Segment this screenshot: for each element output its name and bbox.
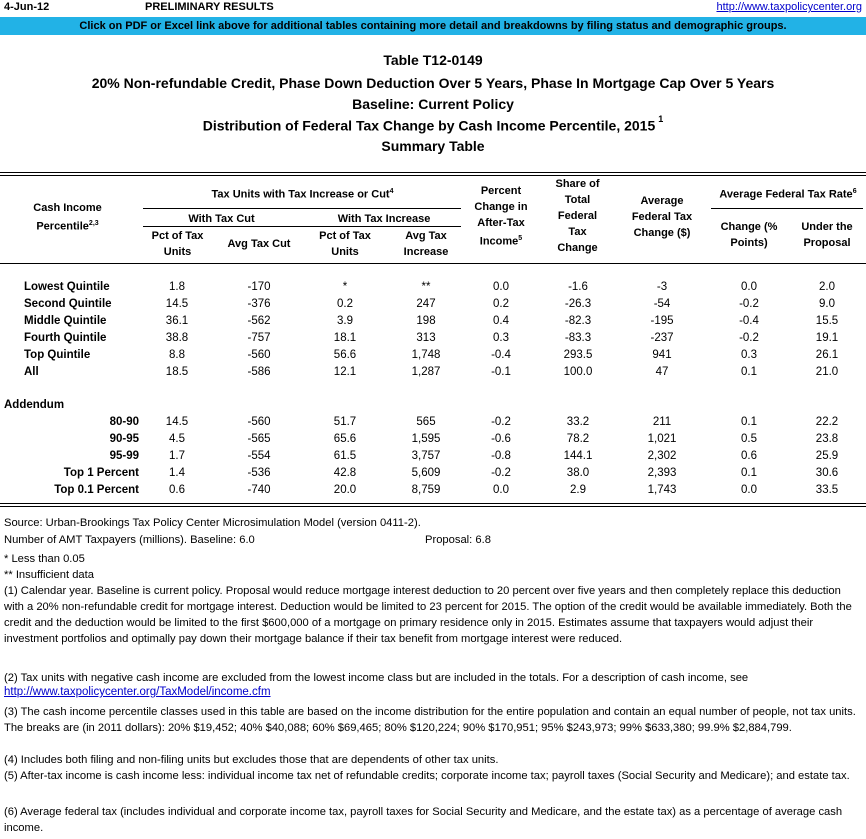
table-cell: 2.9 bbox=[570, 484, 586, 496]
table-cell: -0.4 bbox=[491, 349, 511, 361]
table-cell: 3.9 bbox=[337, 315, 353, 327]
row-label: Middle Quintile bbox=[24, 315, 107, 327]
table-cell: 47 bbox=[655, 366, 669, 378]
note-4: (4) Includes both filing and non-filing units but excludes those that are dependents of other tax units. bbox=[4, 754, 499, 766]
header-line: Change in bbox=[474, 201, 528, 213]
header-line: Change bbox=[557, 242, 598, 254]
header-share-total bbox=[540, 176, 615, 256]
table-cell: 0.2 bbox=[493, 298, 509, 310]
table-cell: 565 bbox=[416, 416, 436, 428]
table-cell: -554 bbox=[247, 450, 271, 462]
table-title-line3-text: Distribution of Federal Tax Change by Cash Income Percentile, 2015 bbox=[202, 117, 656, 134]
rule-group bbox=[143, 208, 461, 209]
table-cell: 9.0 bbox=[819, 298, 835, 310]
row-label: Top Quintile bbox=[24, 349, 91, 361]
table-cell: 0.0 bbox=[493, 484, 509, 496]
table-cell: -376 bbox=[247, 298, 271, 310]
header-with-tax-increase: With Tax Increase bbox=[337, 213, 431, 225]
table-cell: 23.8 bbox=[815, 433, 839, 445]
header-line: Change ($) bbox=[633, 227, 691, 239]
table-cell: 211 bbox=[652, 416, 672, 428]
footnote-ref: 1 bbox=[658, 114, 664, 124]
header-change-points bbox=[710, 219, 788, 251]
header-pct-change bbox=[467, 183, 535, 250]
status-label: PRELIMINARY RESULTS bbox=[145, 1, 274, 13]
header-avg-fed-tax-change bbox=[618, 193, 706, 241]
table-cell: 0.3 bbox=[741, 349, 757, 361]
header-cash-income: Cash Income bbox=[33, 202, 102, 214]
table-cell: 42.8 bbox=[333, 467, 357, 479]
header-line: Pct of Tax bbox=[319, 230, 371, 242]
header-avg-rate-text: Average Federal Tax Rate bbox=[719, 188, 853, 201]
table-cell: -0.8 bbox=[491, 450, 511, 462]
table-cell: 0.6 bbox=[741, 450, 757, 462]
table-cell: 293.5 bbox=[563, 349, 593, 361]
table-title-line1: 20% Non-refundable Credit, Phase Down Deduction Over 5 Years, Phase In Mortgage Cap Over 5 Years bbox=[91, 75, 775, 91]
table-cell: ** bbox=[421, 281, 431, 293]
table-cell: 12.1 bbox=[333, 366, 357, 378]
report-date: 4-Jun-12 bbox=[4, 1, 50, 13]
header-avg-tax-increase bbox=[387, 228, 465, 260]
table-cell: -0.4 bbox=[739, 315, 759, 327]
header-percentile bbox=[0, 216, 135, 235]
header-line: Avg Tax bbox=[405, 230, 447, 242]
table-cell: 198 bbox=[416, 315, 436, 327]
table-cell: 0.4 bbox=[493, 315, 509, 327]
table-cell: -3 bbox=[656, 281, 668, 293]
table-cell: -560 bbox=[247, 416, 271, 428]
header-percentile-text: Percentile bbox=[36, 220, 89, 233]
header-line: Pct of Tax bbox=[151, 230, 204, 242]
table-title-line2: Baseline: Current Policy bbox=[352, 96, 514, 112]
table-cell: 18.5 bbox=[165, 366, 189, 378]
header-line: Tax bbox=[568, 226, 587, 238]
header-line: Percent bbox=[480, 185, 522, 197]
table-cell: 33.2 bbox=[566, 416, 590, 428]
header-under-proposal bbox=[788, 219, 866, 251]
table-cell: -562 bbox=[247, 315, 271, 327]
table-cell: 38.8 bbox=[165, 332, 189, 344]
table-cell: 0.0 bbox=[741, 281, 757, 293]
table-cell: 1.8 bbox=[169, 281, 185, 293]
table-cell: 56.6 bbox=[333, 349, 357, 361]
row-label: 95-99 bbox=[109, 450, 139, 462]
table-cell: 1.4 bbox=[169, 467, 185, 479]
table-cell: 22.2 bbox=[815, 416, 839, 428]
table-cell: -536 bbox=[247, 467, 271, 479]
header-with-tax-cut: With Tax Cut bbox=[188, 213, 255, 225]
table-cell: 1,748 bbox=[411, 349, 441, 361]
top-bar bbox=[0, 0, 866, 16]
header-line: Share of bbox=[555, 178, 600, 190]
header-line: Proposal bbox=[803, 237, 851, 249]
table-cell: 1,743 bbox=[647, 484, 677, 496]
table-cell: 0.1 bbox=[741, 416, 757, 428]
table-cell: 8,759 bbox=[411, 484, 441, 496]
note-source: Source: Urban-Brookings Tax Policy Center Microsimulation Model (version 0411-2). bbox=[4, 517, 421, 529]
table-cell: -237 bbox=[650, 332, 674, 344]
table-cell: 0.2 bbox=[337, 298, 353, 310]
table-cell: 18.1 bbox=[333, 332, 357, 344]
header-line-text: Income bbox=[479, 235, 519, 248]
table-cell: 36.1 bbox=[165, 315, 189, 327]
table-cell: -170 bbox=[247, 281, 271, 293]
table-cell: 61.5 bbox=[333, 450, 357, 462]
table-cell: -1.6 bbox=[568, 281, 588, 293]
table-cell: 4.5 bbox=[169, 433, 185, 445]
footnote-ref: 6 bbox=[852, 188, 857, 195]
table-cell: -26.3 bbox=[564, 298, 592, 310]
table-cell: -0.2 bbox=[491, 416, 511, 428]
note-amt-proposal: Proposal: 6.8 bbox=[425, 534, 491, 546]
table-cell: 21.0 bbox=[815, 366, 839, 378]
table-cell: 14.5 bbox=[165, 416, 189, 428]
table-cell: -0.6 bbox=[491, 433, 511, 445]
table-cell: -0.1 bbox=[491, 366, 511, 378]
header-line: Federal bbox=[557, 210, 598, 222]
row-label: Fourth Quintile bbox=[24, 332, 107, 344]
header-line: Total bbox=[564, 194, 591, 206]
info-banner: Click on PDF or Excel link above for additional tables containing more detail and breakdowns by filing status and demographic groups. bbox=[0, 17, 866, 35]
rule-bottom bbox=[0, 503, 866, 504]
table-cell: 20.0 bbox=[333, 484, 357, 496]
footnote-ref: 5 bbox=[518, 235, 523, 242]
table-cell: 51.7 bbox=[333, 416, 357, 428]
table-cell: 2.0 bbox=[819, 281, 835, 293]
table-cell: 26.1 bbox=[815, 349, 839, 361]
header-line: Average bbox=[640, 195, 684, 207]
rule-subgroup bbox=[143, 226, 461, 227]
table-cell: 0.5 bbox=[741, 433, 757, 445]
header-line: Units bbox=[163, 246, 192, 258]
header-line: Federal Tax bbox=[631, 211, 693, 223]
table-cell: -0.2 bbox=[739, 332, 759, 344]
header-line: Under the bbox=[801, 221, 853, 233]
row-label: All bbox=[24, 366, 39, 378]
header-tax-units-text: Tax Units with Tax Increase or Cut bbox=[211, 188, 390, 201]
table-cell: 5,609 bbox=[411, 467, 441, 479]
row-label: 90-95 bbox=[109, 433, 139, 445]
table-cell: 1,595 bbox=[411, 433, 441, 445]
table-cell: 247 bbox=[416, 298, 436, 310]
header-line: Units bbox=[331, 246, 359, 258]
header-line: Change (% bbox=[720, 221, 778, 233]
note-3: (3) The cash income percentile classes used in this table are based on the income distribution for the entire population and contain an equal number of people, not tax units. The breaks are (in 2011 dollars): 20% $19,452; 40% $40,088; 60% $69,465; 80% $120,224; 90% $170,951; 95% $243,973; 99% $633,380; 99.9% $2,884,799. bbox=[4, 706, 856, 734]
table-cell: 25.9 bbox=[815, 450, 839, 462]
table-cell: 1,287 bbox=[411, 366, 441, 378]
row-label: Lowest Quintile bbox=[24, 281, 110, 293]
note-6: (6) Average federal tax (includes individual and corporate income tax, payroll taxes for Social Security and Medicare, and the estate tax) as a percentage of average cash income. bbox=[4, 806, 843, 834]
table-cell: 0.1 bbox=[741, 467, 757, 479]
table-cell: -740 bbox=[247, 484, 271, 496]
note-1: (1) Calendar year. Baseline is current policy. Proposal would reduce mortgage interest deduction to 20 percent over five years and then completely replace this deduction with a 20% non-refundable credit for mortgage interest. Deduction would be limited to 23 percent for 2015. The option of the credit would be available immediately. Both the credit and the deduction would be limited to the first $600,000 of a mortgage on primary residence only in 2015. Estimates assume that taxpayers would adjust their investment portfolios and optimally pay down their mortgage balance if their tax benefit from mortgage interest were reduced. bbox=[4, 585, 852, 645]
addendum-label: Addendum bbox=[4, 399, 65, 411]
table-cell: 8.8 bbox=[169, 349, 185, 361]
footnote-ref: 4 bbox=[389, 188, 394, 195]
table-cell: 941 bbox=[652, 349, 672, 361]
table-cell: 3,757 bbox=[411, 450, 441, 462]
header-line: After-Tax bbox=[477, 217, 525, 229]
table-cell: 100.0 bbox=[563, 366, 593, 378]
header-tax-units-group bbox=[140, 184, 465, 203]
header-avg-rate-group bbox=[710, 184, 866, 203]
table-cell: 1,021 bbox=[647, 433, 677, 445]
table-cell: -0.2 bbox=[739, 298, 759, 310]
table-cell: 2,302 bbox=[647, 450, 677, 462]
table-cell: * bbox=[342, 281, 348, 293]
table-cell: -757 bbox=[247, 332, 271, 344]
table-cell: 0.6 bbox=[169, 484, 185, 496]
rule-rate-group bbox=[711, 208, 863, 209]
table-cell: -83.3 bbox=[564, 332, 592, 344]
table-cell: 38.0 bbox=[566, 467, 590, 479]
rule-top-double bbox=[0, 175, 866, 176]
note-5: (5) After-tax income is cash income less: individual income tax net of refundable credits; corporate income tax; payroll taxes (Social Security and Medicare); and estate tax. bbox=[4, 770, 850, 782]
table-cell: -82.3 bbox=[564, 315, 592, 327]
note-insufficient: ** Insufficient data bbox=[4, 569, 94, 581]
header-pct-tax-units-2 bbox=[303, 228, 387, 260]
table-cell: 19.1 bbox=[815, 332, 839, 344]
table-cell: 2,393 bbox=[647, 467, 677, 479]
site-link[interactable]: http://www.taxpolicycenter.org bbox=[716, 1, 862, 13]
table-cell: 78.2 bbox=[566, 433, 590, 445]
table-cell: 30.6 bbox=[815, 467, 839, 479]
rule-header-bottom bbox=[0, 263, 866, 264]
table-cell: 14.5 bbox=[165, 298, 189, 310]
header-avg-tax-cut: Avg Tax Cut bbox=[227, 238, 291, 250]
table-cell: 1.7 bbox=[169, 450, 185, 462]
row-label: Top 1 Percent bbox=[63, 467, 139, 479]
table-cell: -560 bbox=[247, 349, 271, 361]
table-cell: 313 bbox=[416, 332, 436, 344]
table-cell: 144.1 bbox=[563, 450, 593, 462]
table-cell: -54 bbox=[653, 298, 671, 310]
row-label: Second Quintile bbox=[24, 298, 112, 310]
income-definition-link[interactable]: http://www.taxpolicycenter.org/TaxModel/income.cfm bbox=[4, 686, 271, 698]
note-amt-baseline: Number of AMT Taxpayers (millions). Baseline: 6.0 bbox=[4, 534, 255, 546]
header-line: Points) bbox=[730, 237, 768, 249]
table-cell: -586 bbox=[247, 366, 271, 378]
table-id: Table T12-0149 bbox=[383, 52, 483, 68]
note-2: (2) Tax units with negative cash income are excluded from the lowest income class but are included in the totals. For a description of cash income, see bbox=[4, 672, 749, 684]
note-less-than: * Less than 0.05 bbox=[4, 553, 85, 565]
table-cell: 0.0 bbox=[741, 484, 757, 496]
table-title-line4: Summary Table bbox=[381, 138, 485, 154]
row-label: Top 0.1 Percent bbox=[54, 484, 139, 496]
table-cell: -565 bbox=[247, 433, 271, 445]
rule-bottom-double bbox=[0, 506, 866, 507]
footnote-ref: 2,3 bbox=[88, 220, 99, 227]
rule-top bbox=[0, 172, 866, 173]
table-cell: 0.3 bbox=[493, 332, 509, 344]
table-cell: 0.1 bbox=[741, 366, 757, 378]
table-cell: 33.5 bbox=[815, 484, 839, 496]
table-title-line3 bbox=[0, 114, 866, 134]
header-pct-tax-units-1 bbox=[140, 228, 215, 260]
table-cell: -195 bbox=[650, 315, 674, 327]
table-cell: -0.2 bbox=[491, 467, 511, 479]
header-line: Increase bbox=[403, 246, 449, 258]
table-cell: 0.0 bbox=[493, 281, 509, 293]
table-cell: 15.5 bbox=[815, 315, 839, 327]
header-line bbox=[467, 231, 535, 250]
table-cell: 65.6 bbox=[333, 433, 357, 445]
row-label: 80-90 bbox=[109, 416, 139, 428]
